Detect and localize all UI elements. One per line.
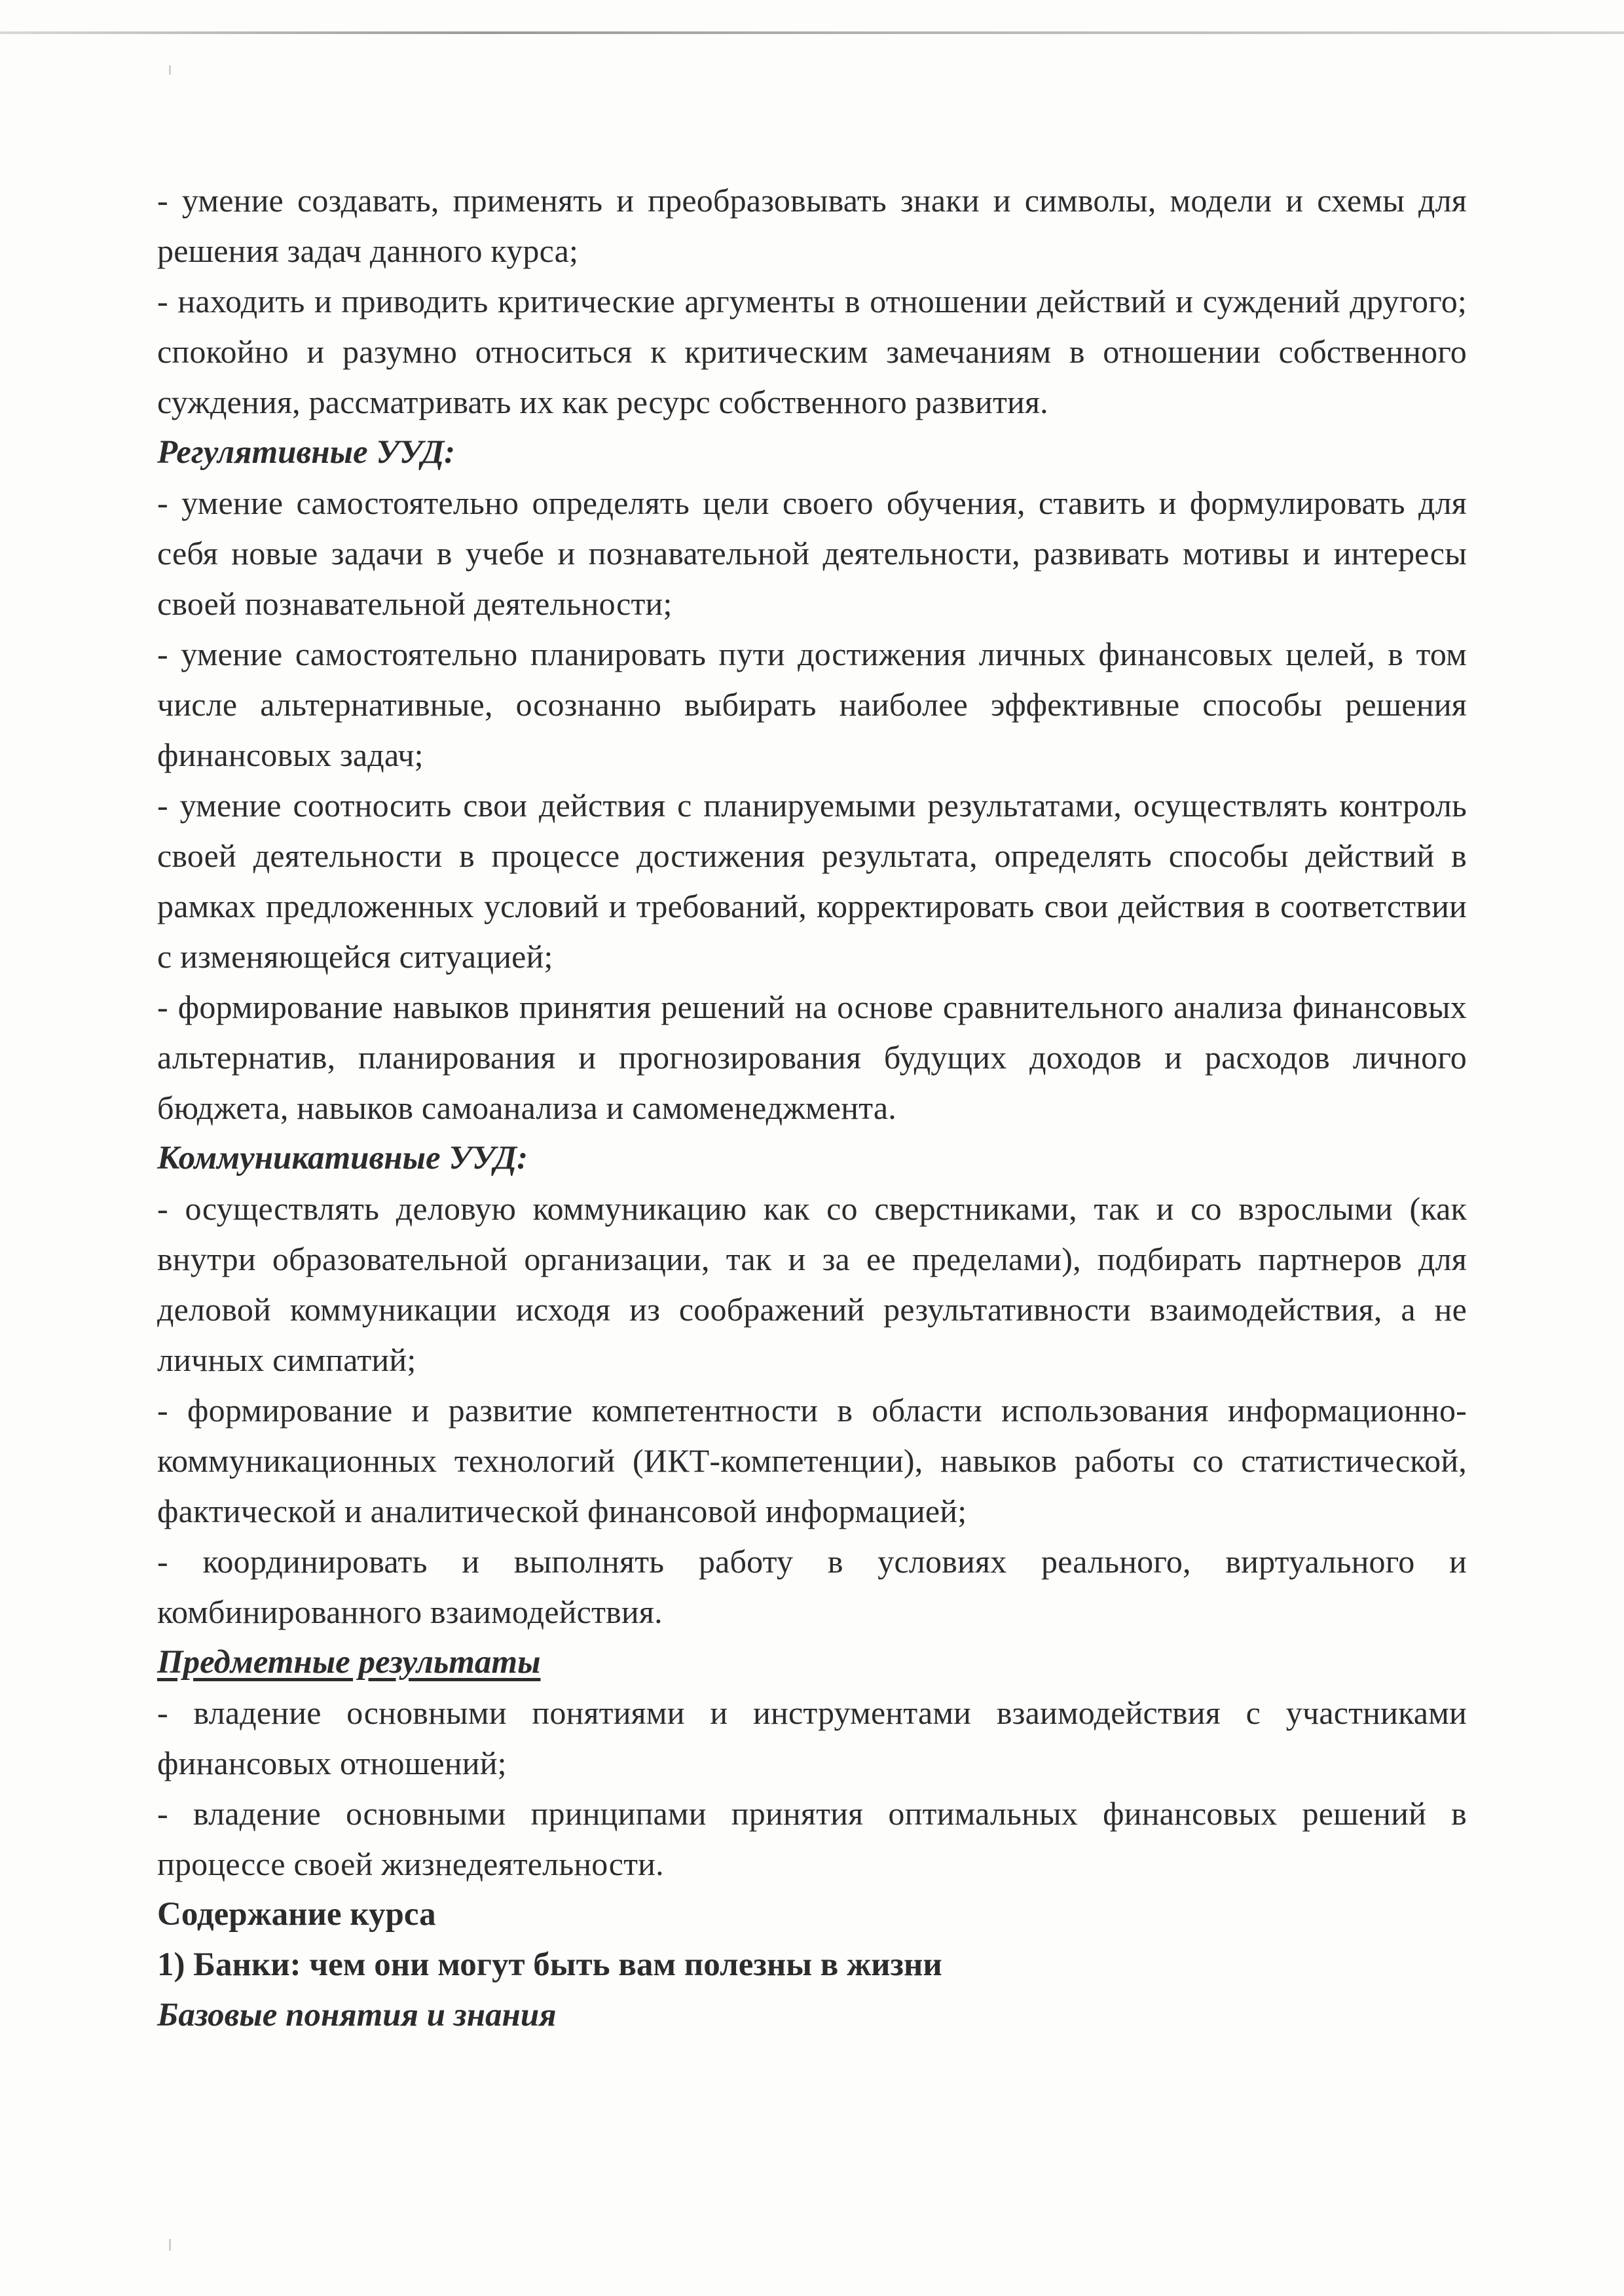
scan-speck [169,2239,171,2251]
list-item: - владение основными принципами принятия оптимальных финансовых решений в процессе своей жизнедеятельности. [157,1795,1467,1882]
course-content-heading: Содержание курса [157,1896,436,1933]
communicative-heading: Коммуникативные УУД: [157,1140,528,1176]
subject-results-heading: Предметные результаты [157,1644,541,1681]
list-item: - владение основными понятиями и инструментами взаимодействия с участниками финансовых отношений; [157,1694,1467,1781]
list-item: - находить и приводить критические аргументы в отношении действий и суждений другого; спокойно и разумно относиться к критическим замечаниям в отношении собственного суждения, рассматривать их как ресурс собственного развития. [157,283,1467,420]
list-item: - умение самостоятельно планировать пути достижения личных финансовых целей, в том числе альтернативные, осознанно выбирать наиболее эффективные способы решения финансовых задач; [157,636,1467,773]
list-item: - осуществлять деловую коммуникацию как со сверстниками, так и со взрослыми (как внутри образовательной организации, так и за ее пределами), подбирать партнеров для деловой коммуникации исходя из соображений результативности взаимодействия, а не личных симпатий; [157,1190,1467,1378]
list-item: - умение самостоятельно определять цели своего обучения, ставить и формулировать для себя новые задачи в учебе и познавательной деятельности, развивать мотивы и интересы своей познавательной деятельности; [157,484,1467,622]
list-item: - умение соотносить свои действия с планируемыми результатами, осуществлять контроль своей деятельности в процессе достижения результата, определять способы действий в рамках предложенных условий и требований, корректировать свои действия в соответствии с изменяющейся ситуацией; [157,787,1467,975]
list-item: - формирование и развитие компетентности в области использования информационно-коммуникационных технологий (ИКТ-компетенции), навыков работы со статистической, фактической и аналитической финансовой информацией; [157,1392,1467,1529]
list-item: - формирование навыков принятия решений на основе сравнительного анализа финансовых альтернатив, планирования и прогнозирования будущих доходов и расходов личного бюджета, навыков самоанализа и самоменеджмента. [157,989,1467,1126]
list-item: - умение создавать, применять и преобразовывать знаки и символы, модели и схемы для решения задач данного курса; [157,182,1467,269]
document-page [157,175,1467,2041]
scan-speck [169,65,171,75]
regulative-heading: Регулятивные УУД: [157,434,456,471]
scan-top-edge [0,31,1624,34]
list-item: - координировать и выполнять работу в условиях реального, виртуального и комбинированного взаимодействия. [157,1543,1467,1630]
section-title: 1) Банки: чем они могут быть вам полезны в жизни [157,1946,942,1983]
basic-concepts-heading: Базовые понятия и знания [157,1997,557,2033]
